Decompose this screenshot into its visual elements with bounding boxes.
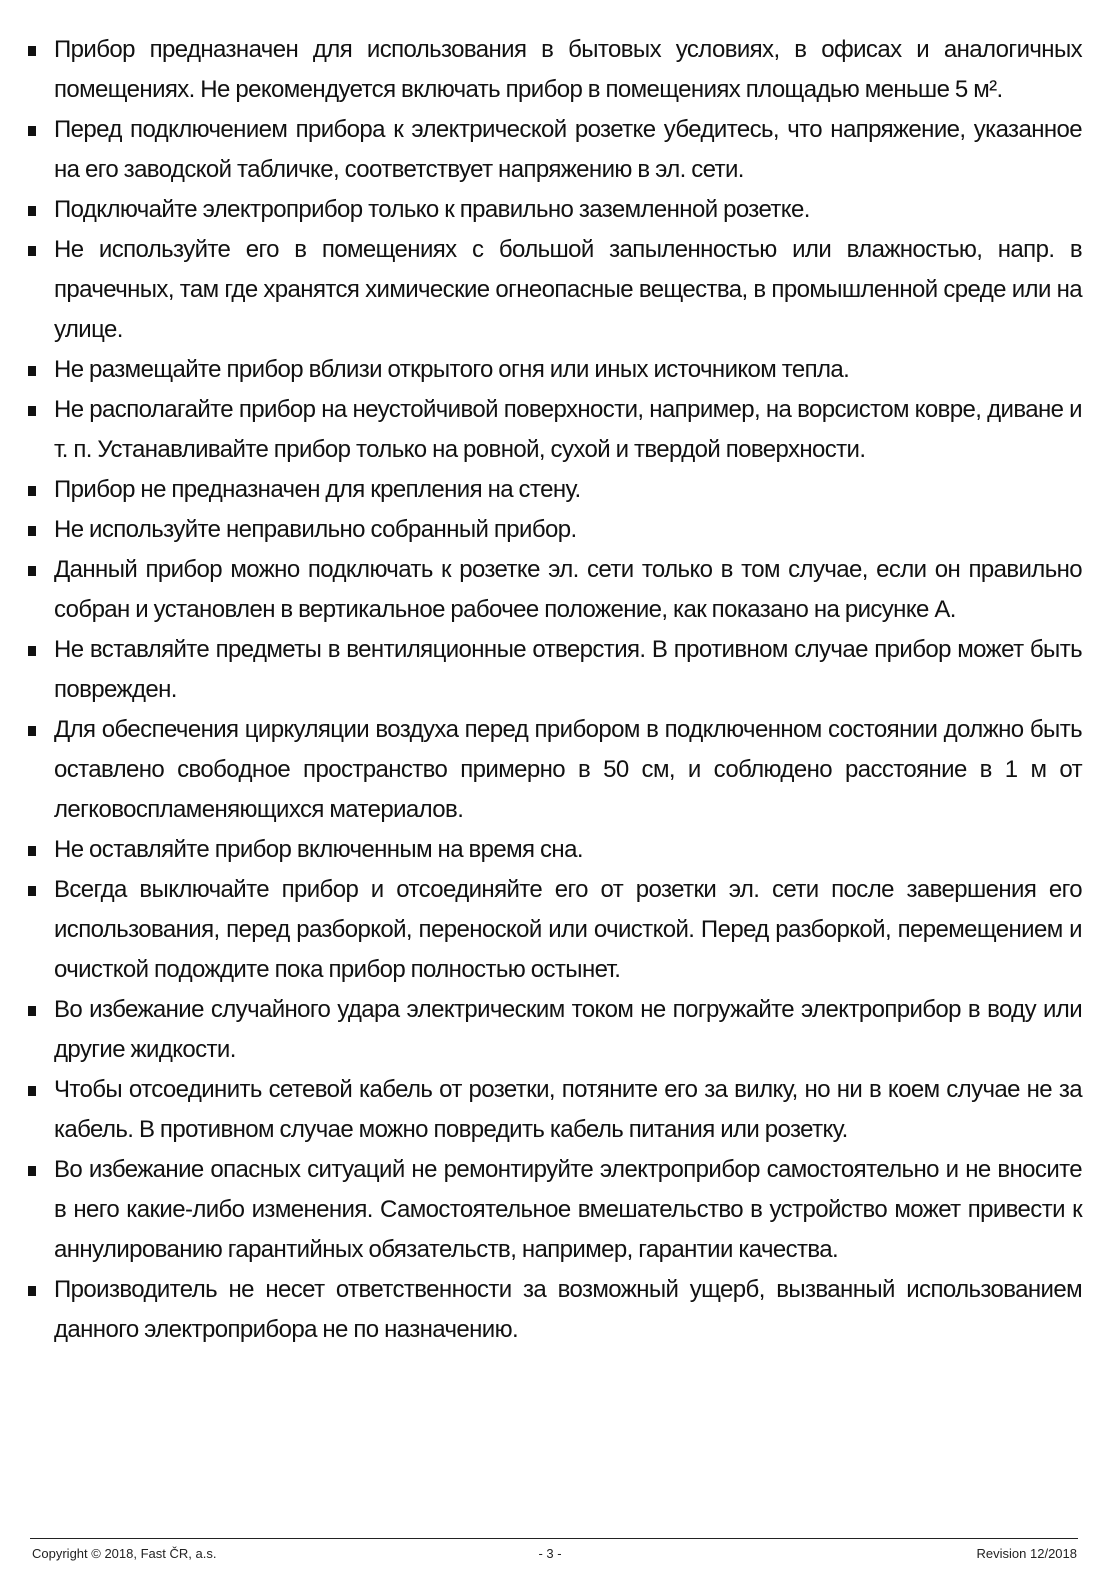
list-item — [26, 510, 1082, 550]
list-item — [26, 710, 1082, 830]
list-item — [26, 1270, 1082, 1350]
list-item-text: Для обеспечения циркуляции воздуха перед прибором в подключенном состоянии должно быть оставлено свободное пространство примерно в 50 см, и соблюдено расстояние в 1 м от легковоспламеняющихся материалов. — [54, 716, 1082, 823]
footer-page-number: - 3 - — [538, 1546, 562, 1561]
bullet-square-icon — [28, 646, 36, 656]
bullet-square-icon — [28, 1086, 36, 1096]
list-item — [26, 350, 1082, 390]
bullet-square-icon — [28, 1006, 36, 1016]
footer-copyright: Copyright © 2018, Fast ČR, a.s. — [32, 1546, 217, 1561]
list-item — [26, 470, 1082, 510]
bullet-square-icon — [28, 726, 36, 736]
list-item — [26, 190, 1082, 230]
list-item-text: Данный прибор можно подключать к розетке эл. сети только в том случае, если он правильно собран и установлен в вертикальное рабочее положение, как показано на рисунке А. — [54, 556, 1082, 623]
bullet-square-icon — [28, 566, 36, 576]
footer-divider — [30, 1538, 1078, 1539]
list-item — [26, 1070, 1082, 1150]
list-item-text: Прибор не предназначен для крепления на стену. — [54, 476, 581, 503]
list-item — [26, 830, 1082, 870]
bullet-square-icon — [28, 526, 36, 536]
bullet-square-icon — [28, 1286, 36, 1296]
list-item — [26, 870, 1082, 990]
bullet-square-icon — [28, 46, 36, 56]
bullet-square-icon — [28, 406, 36, 416]
list-item-text: Не оставляйте прибор включенным на время сна. — [54, 836, 583, 863]
list-item-text: Во избежание случайного удара электрическим током не погружайте электроприбор в воду или другие жидкости. — [54, 996, 1082, 1063]
bullet-square-icon — [28, 246, 36, 256]
list-item-text: Во избежание опасных ситуаций не ремонтируйте электроприбор самостоятельно и не вносите в него какие-либо изменения. Самостоятельное вмешательство в устройство может привести к аннулированию гарантийных обязательств, например, гарантии качества. — [54, 1156, 1082, 1263]
list-item-text: Не располагайте прибор на неустойчивой поверхности, например, на ворсистом ковре, диване и т. п. Устанавливайте прибор только на ровной, сухой и твердой поверхности. — [54, 396, 1082, 463]
list-item — [26, 30, 1082, 110]
footer-revision: Revision 12/2018 — [976, 1546, 1077, 1561]
list-item-text: Подключайте электроприбор только к правильно заземленной розетке. — [54, 196, 810, 223]
list-item — [26, 990, 1082, 1070]
list-item-text: Прибор предназначен для использования в бытовых условиях, в офисах и аналогичных помещениях. Не рекомендуется включать прибор в помещениях площадью меньше 5 м². — [54, 36, 1082, 103]
safety-instructions-list — [26, 30, 1082, 1350]
bullet-square-icon — [28, 486, 36, 496]
list-item-text: Не вставляйте предметы в вентиляционные отверстия. В противном случае прибор может быть поврежден. — [54, 636, 1082, 703]
list-item-text: Не размещайте прибор вблизи открытого огня или иных источником тепла. — [54, 356, 850, 383]
bullet-square-icon — [28, 206, 36, 216]
list-item — [26, 1150, 1082, 1270]
list-item — [26, 550, 1082, 630]
list-item-text: Чтобы отсоединить сетевой кабель от розетки, потяните его за вилку, но ни в коем случае не за кабель. В противном случае можно повредить кабель питания или розетку. — [54, 1076, 1082, 1143]
list-item-text: Не используйте его в помещениях с большой запыленностью или влажностью, напр. в прачечных, там где хранятся химические огнеопасные вещества, в промышленной среде или на улице. — [54, 236, 1082, 343]
list-item — [26, 110, 1082, 190]
list-item-text: Перед подключением прибора к электрической розетке убедитесь, что напряжение, указанное на его заводской табличке, соответствует напряжению в эл. сети. — [54, 116, 1082, 183]
bullet-square-icon — [28, 126, 36, 136]
list-item-text: Всегда выключайте прибор и отсоединяйте его от розетки эл. сети после завершения его использования, перед разборкой, переноской или очисткой. Перед разборкой, перемещением и очисткой подождите пока прибор полностью остынет. — [54, 876, 1082, 983]
list-item — [26, 630, 1082, 710]
bullet-square-icon — [28, 886, 36, 896]
list-item — [26, 390, 1082, 470]
bullet-square-icon — [28, 366, 36, 376]
list-item-text: Производитель не несет ответственности за возможный ущерб, вызванный использованием данного электроприбора не по назначению. — [54, 1276, 1082, 1343]
bullet-square-icon — [28, 1166, 36, 1176]
bullet-square-icon — [28, 846, 36, 856]
list-item-text: Не используйте неправильно собранный прибор. — [54, 516, 577, 543]
list-item — [26, 230, 1082, 350]
